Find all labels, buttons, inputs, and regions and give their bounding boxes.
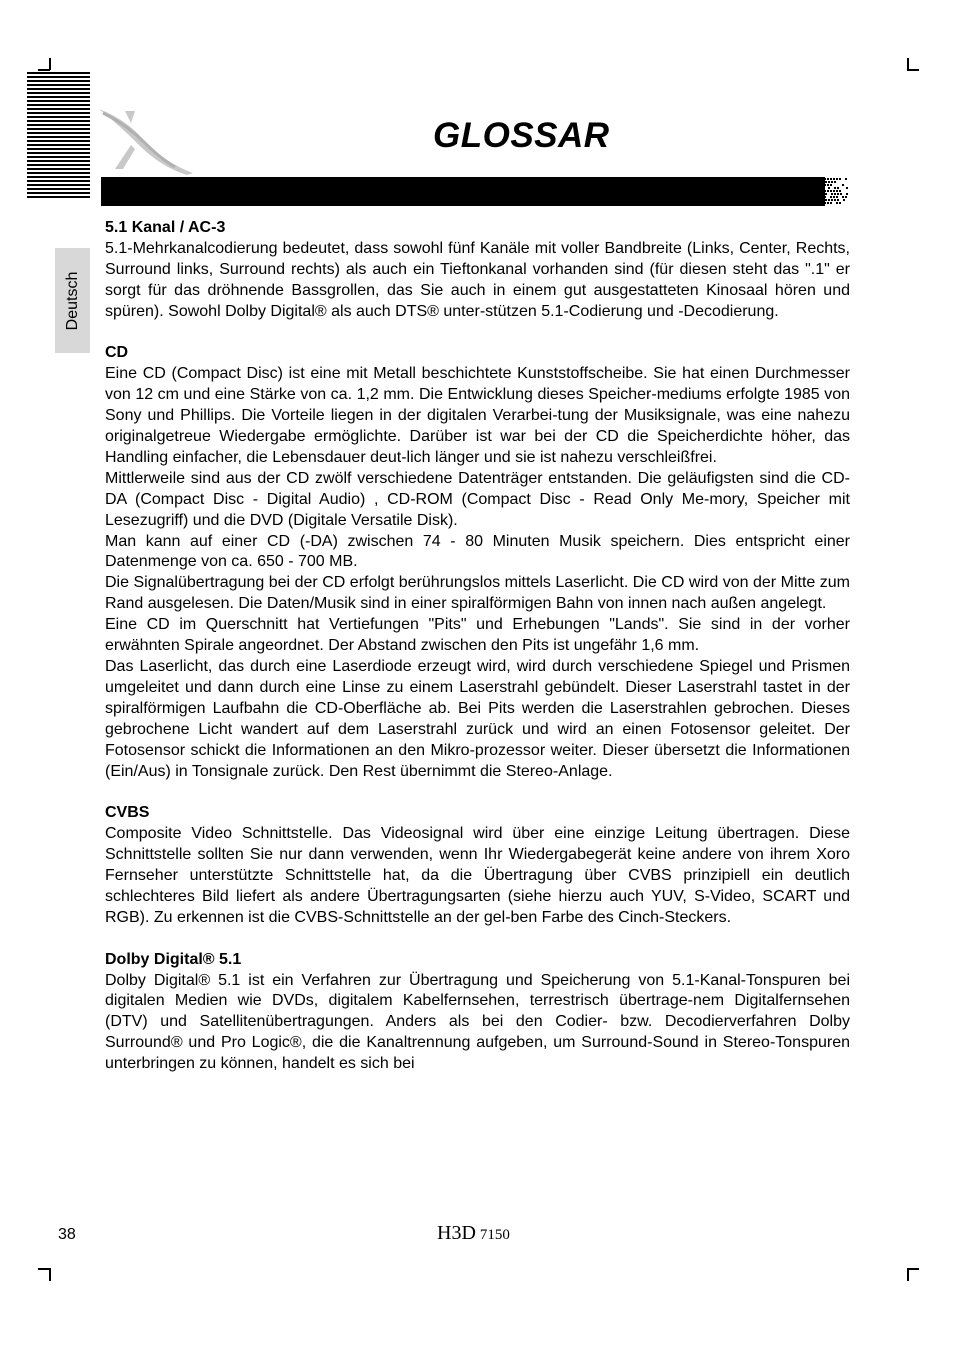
bar-dot <box>840 193 842 195</box>
bar-dot <box>828 199 830 201</box>
bar-dot <box>837 193 839 195</box>
bar-dot <box>834 193 836 195</box>
model-name-text: H3D <box>437 1222 476 1244</box>
bar-dot <box>821 190 823 192</box>
bar-dot <box>824 184 826 186</box>
stripe-line <box>27 192 90 194</box>
bar-dot <box>822 193 824 195</box>
header-bar-dots <box>818 177 856 206</box>
bar-dot <box>833 178 835 180</box>
bar-dot <box>834 181 836 183</box>
language-tab-label: Deutsch <box>63 271 81 330</box>
page-title: GLOSSAR <box>433 116 610 155</box>
bar-dot <box>833 190 835 192</box>
bar-dot <box>830 196 832 198</box>
bar-dot <box>819 199 821 201</box>
language-tab <box>55 248 90 353</box>
bar-dot <box>821 178 823 180</box>
bar-dot <box>819 187 821 189</box>
stripe-line <box>27 144 90 146</box>
bar-dot <box>843 199 845 201</box>
stripe-line <box>27 156 90 158</box>
section-heading: 5.1 Kanal / AC-3 <box>105 219 226 236</box>
bar-dot <box>819 193 821 195</box>
bar-dot <box>818 202 820 204</box>
bar-dot <box>827 202 829 204</box>
crop-mark-top-left-h <box>38 69 50 71</box>
stripe-line <box>27 96 90 98</box>
stripe-line <box>27 160 90 162</box>
stripe-line <box>27 124 90 126</box>
stripe-line <box>27 112 90 114</box>
stripe-line <box>27 72 90 74</box>
bar-dot <box>842 196 844 198</box>
bar-dot <box>830 178 832 180</box>
page-number: 38 <box>58 1226 76 1243</box>
section-paragraph: Die Signalübertragung bei der CD erfolgt berührungslos mittels Laserlicht. Die CD wird von der Mitte zum Rand ausgelesen. Die Daten/Musik sind in einer spiralförmigen Bahn von innen nach außen angelegt. <box>105 574 850 613</box>
bar-dot <box>836 190 838 192</box>
bar-dot <box>824 178 826 180</box>
stripe-line <box>27 116 90 118</box>
section-paragraph: Man kann auf einer CD (-DA) zwischen 74 - 80 Minuten Musik speichern. Dies entspricht einer Datenmenge von ca. 650 - 700 MB. <box>105 532 850 571</box>
section-paragraph: 5.1-Mehrkanalcodierung bedeutet, dass sowohl fünf Kanäle mit voller Bandbreite (Links, Center, Rechts, Surround links, Surround rechts) als auch ein Tieftonkanal vorhanden sind (für diesen steht das ".1" er sorgt für das dröhnende Bassgrollen, das Sie auch in einem gut ausgestatteten Kinosaal hören und spüren). Sowohl Dolby Digital® als auch DTS® unter-stützen 5.1-Codierung und -Decodierung. <box>105 239 850 320</box>
stripe-line <box>27 148 90 150</box>
stripe-line <box>27 176 90 178</box>
section-heading: Dolby Digital® 5.1 <box>105 950 242 968</box>
bar-dot <box>822 181 824 183</box>
header-bar <box>101 177 825 206</box>
bar-dot <box>846 193 848 195</box>
header-stripes <box>27 72 90 200</box>
bar-dot <box>818 190 820 192</box>
bar-dot <box>845 178 847 180</box>
stripe-line <box>27 84 90 86</box>
bar-dot <box>837 187 839 189</box>
stripe-line <box>27 132 90 134</box>
bar-dot <box>831 193 833 195</box>
bar-dot <box>845 196 847 198</box>
section-paragraph: Eine CD (Compact Disc) ist eine mit Metall beschichtete Kunststoffscheibe. Sie hat einen Durchmesser von 12 cm und eine Stärke von ca. 1,2 mm. Die Entwicklung dieses Speicher-mediums erfolgte 1985 von Sony und Phillips. Die Vorteile liegen in der digitalen Verarbei-tung der Musiksignale, was eine nahezu originalgetreue Wiedergabe ermöglichte. Darüber ist war bei der CD die Speicherdichte höher, das Handling einfacher, die Lebensdauer deut-lich länger und sie ist nahezu verschleißfrei. <box>105 365 850 466</box>
bar-dot <box>836 196 838 198</box>
bar-dot <box>836 178 838 180</box>
bar-dot <box>819 181 821 183</box>
bar-dot <box>842 184 844 186</box>
bar-dot <box>827 190 829 192</box>
section-paragraph: Das Laserlicht, das durch eine Laserdiode erzeugt wird, wird durch verschiedene Spiegel und Prismen umgeleitet und dann durch eine Linse zu einem Laserstrahl gebündelt. Dieser Laserstrahl tastet in der spiralförmigen Laufbahn die CD-Oberfläche ab. Bei Pits werden die Laserstrahlen gebrochen. Dieses gebrochene Licht wandert auf dem Laserstrahl zurück und wird an einen Fotosensor geleitet. Der Fotosensor schickt die Informationen an den Mikro-prozessor weiter. Dieser übersetzt die Informationen (Ein/Aus) in Tonsignale zurück. Den Rest übernimmt die Stereo-Anlage. <box>105 658 850 780</box>
stripe-line <box>27 120 90 122</box>
bar-dot <box>825 193 827 195</box>
bar-dot <box>818 184 820 186</box>
bar-dot <box>831 199 833 201</box>
bar-dot <box>828 187 830 189</box>
bar-dot <box>827 178 829 180</box>
bar-dot <box>825 181 827 183</box>
stripe-line <box>27 152 90 154</box>
bar-dot <box>828 181 830 183</box>
bar-dot <box>824 196 826 198</box>
stripe-line <box>27 76 90 78</box>
crop-mark-bottom-left-v <box>49 1268 51 1281</box>
section-heading: CD <box>105 344 129 362</box>
bar-dot <box>821 202 823 204</box>
section-paragraph: Composite Video Schnittstelle. Das Videosignal wird über eine einzige Leitung übertragen. Diese Schnittstelle sollten Sie nur dann verwenden, wenn Ihr Wiedergabegerät keine andere von ihrem Xoro Fernseher unterstützte Schnittstelle hat, da die Übertragung über CVBS prinzipiell ein deutlich schlechteres Bild liefert als andere Übertragungsarten (siehe hierzu auch YUV, S-Video, SCART und RGB). Zu erkennen ist die CVBS-Schnittstelle an der gel-ben Farbe des Cinch-Steckers. <box>105 825 850 926</box>
bar-dot <box>830 202 832 204</box>
stripe-line <box>27 80 90 82</box>
bar-dot <box>824 190 826 192</box>
glossary-section-dolby-digital <box>105 950 850 1075</box>
stripe-line <box>27 136 90 138</box>
bar-dot <box>818 196 820 198</box>
stripe-line <box>27 128 90 130</box>
stripe-line <box>27 184 90 186</box>
bar-dot <box>834 187 836 189</box>
bar-dot <box>825 199 827 201</box>
bar-dot <box>821 196 823 198</box>
glossary-section-cvbs <box>105 803 850 928</box>
bar-dot <box>839 202 841 204</box>
bar-dot <box>839 190 841 192</box>
crop-mark-bottom-right-h <box>907 1268 919 1270</box>
glossary-content <box>105 218 850 1096</box>
stripe-line <box>27 180 90 182</box>
bar-dot <box>833 196 835 198</box>
stripe-line <box>27 196 90 198</box>
bar-dot <box>824 202 826 204</box>
bar-dot <box>836 202 838 204</box>
section-paragraph: Dolby Digital® 5.1 ist ein Verfahren zur Übertragung und Speicherung von 5.1-Kanal-Tonspuren bei digitalen Medien wie DVDs, digitalem Kabelfernsehen, terrestrisch übertrage-nem Digitalfernsehen (DTV) und Satellitenübertragungen. Anders als bei den Codier- bzw. Decodierverfahren Dolby Surround® und Pro Logic®, die die Kanaltrennung aufgeben, um Surround-Sound in Stereo-Tonspuren unterbringen zu können, handelt es sich bei <box>105 971 850 1073</box>
bar-dot <box>822 199 824 201</box>
bar-dot <box>834 199 836 201</box>
model-number: 7150 <box>479 1227 510 1243</box>
glossary-section-51-kanal <box>105 218 850 323</box>
stripe-line <box>27 88 90 90</box>
stripe-line <box>27 104 90 106</box>
xoro-x-logo-icon <box>95 105 195 177</box>
bar-dot <box>822 187 824 189</box>
stripe-line <box>27 108 90 110</box>
bar-dot <box>827 184 829 186</box>
bar-dot <box>846 187 848 189</box>
glossary-section-cd <box>105 343 850 782</box>
bar-dot <box>818 178 820 180</box>
stripe-line <box>27 188 90 190</box>
model-name <box>437 1222 510 1245</box>
bar-dot <box>837 199 839 201</box>
bar-dot <box>839 178 841 180</box>
section-paragraph: Mittlerweile sind aus der CD zwölf verschiedene Datenträger entstanden. Die geläufigsten sind die CD-DA (Compact Disc - Digital Audio) , CD-ROM (Compact Disc - Read Only Me-mory, Speicher mit Lesezugriff) und die DVD (Digitale Versatile Disk). <box>105 469 850 529</box>
bar-dot <box>831 181 833 183</box>
stripe-line <box>27 164 90 166</box>
stripe-line <box>27 172 90 174</box>
stripe-line <box>27 140 90 142</box>
stripe-line <box>27 168 90 170</box>
stripe-line <box>27 100 90 102</box>
section-heading: CVBS <box>105 804 150 822</box>
bar-dot <box>830 184 832 186</box>
bar-dot <box>821 184 823 186</box>
section-paragraph: Eine CD im Querschnitt hat Vertiefungen "Pits" und Erhebungen "Lands". Sie sind in der vorher erwähnten Spirale angeordnet. Der Abstand zwischen den Pits ist ungefähr 1,6 mm. <box>105 616 850 655</box>
crop-mark-top-right-h <box>907 69 919 71</box>
crop-mark-bottom-right-v <box>907 1268 909 1281</box>
bar-dot <box>830 190 832 192</box>
stripe-line <box>27 92 90 94</box>
